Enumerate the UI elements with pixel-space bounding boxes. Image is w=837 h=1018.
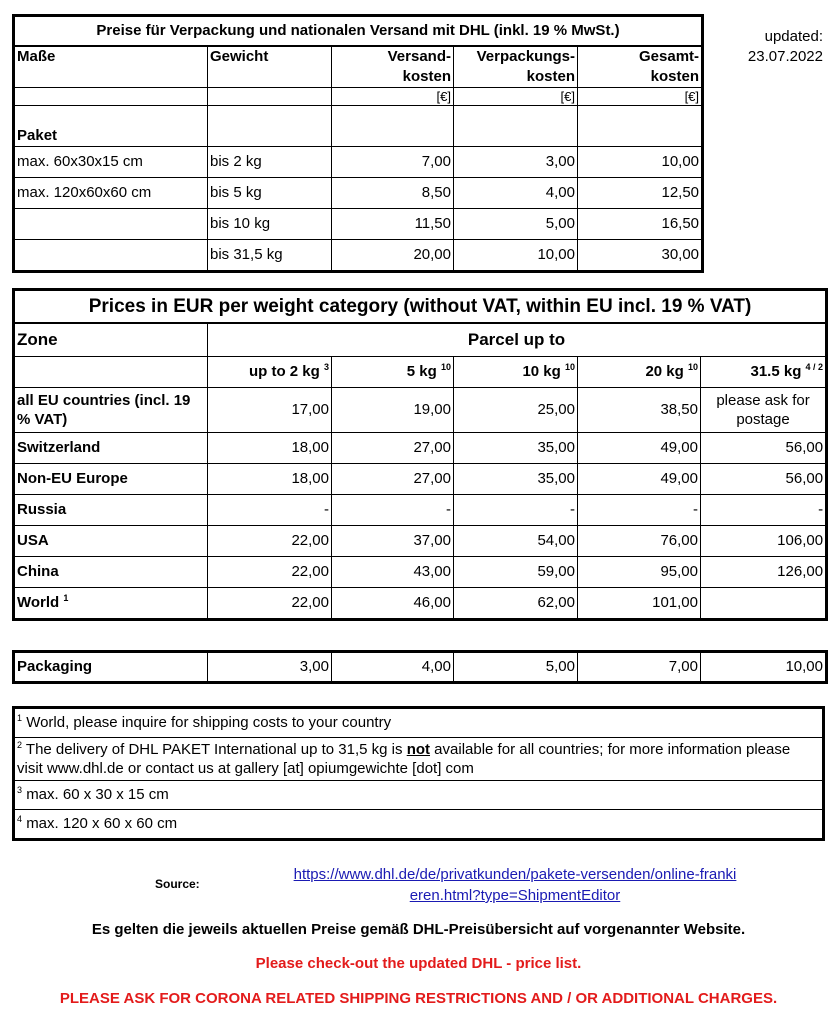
cell-packaging: 4,00 <box>454 178 578 209</box>
table-row <box>14 652 827 683</box>
price-cell: 18,00 <box>208 433 332 464</box>
cell-dimensions <box>14 209 208 240</box>
zone-cell: Russia <box>14 495 208 526</box>
header-shipping-cost: Versand- kosten <box>332 46 454 88</box>
unit-cell <box>14 88 208 106</box>
updated-label: updated: <box>764 28 823 45</box>
empty-cell <box>578 106 703 147</box>
price-cell: 35,00 <box>454 464 578 495</box>
price-cell: 76,00 <box>578 526 701 557</box>
table-row <box>14 433 827 464</box>
cell-packaging: 5,00 <box>454 209 578 240</box>
price-cell: 49,00 <box>578 464 701 495</box>
weight-header: 20 kg $^{10}$ <box>578 357 701 388</box>
price-cell: 22,00 <box>208 526 332 557</box>
cell-shipping: 7,00 <box>332 147 454 178</box>
table-row <box>14 526 827 557</box>
zone-cell: Switzerland <box>14 433 208 464</box>
price-note: Es gelten die jeweils aktuellen Preise gemäß DHL-Preisübersicht auf vorgenannter Website. <box>91 921 746 938</box>
international-prices-table <box>12 288 828 621</box>
footnote-1: $^1$ World, please inquire for shipping costs to your country <box>14 708 824 738</box>
footnote-3: $^3$ max. 60 x 30 x 15 cm <box>14 781 824 810</box>
cell-total: 12,50 <box>578 178 703 209</box>
zone-cell: Non-EU Europe <box>14 464 208 495</box>
table-row <box>14 557 827 588</box>
price-cell: 19,00 <box>332 388 454 433</box>
updated-date: 23.07.2022 <box>747 48 823 65</box>
unit-cell: [€] <box>454 88 578 106</box>
cell-total: 30,00 <box>578 240 703 272</box>
cell-total: 16,50 <box>578 209 703 240</box>
empty-cell <box>332 106 454 147</box>
price-cell: 35,00 <box>454 433 578 464</box>
cell-dimensions: max. 120x60x60 cm <box>14 178 208 209</box>
price-cell: - <box>454 495 578 526</box>
empty-cell <box>208 106 332 147</box>
unit-cell: [€] <box>578 88 703 106</box>
cell-dimensions <box>14 240 208 272</box>
price-cell: 22,00 <box>208 557 332 588</box>
cell-shipping: 8,50 <box>332 178 454 209</box>
price-cell: 3,00 <box>208 652 332 683</box>
cell-dimensions: max. 60x30x15 cm <box>14 147 208 178</box>
price-cell: 38,50 <box>578 388 701 433</box>
national-table-title: Preise für Verpackung und nationalen Versand mit DHL (inkl. 19 % MwSt.) <box>14 16 703 47</box>
price-cell: 46,00 <box>332 588 454 620</box>
price-cell: 4,00 <box>332 652 454 683</box>
empty-cell <box>14 357 208 388</box>
price-cell: 17,00 <box>208 388 332 433</box>
price-cell: 37,00 <box>332 526 454 557</box>
table-row <box>14 388 827 433</box>
price-cell: 27,00 <box>332 433 454 464</box>
table-row <box>14 147 703 178</box>
header-total-cost: Gesamt- kosten <box>578 46 703 88</box>
price-cell: 95,00 <box>578 557 701 588</box>
weight-header: up to 2 kg $^3$ <box>208 357 332 388</box>
source-link[interactable]: https://www.dhl.de/de/privatkunden/pakete-versenden/online-frankieren.html?type=ShipmentEditor <box>293 866 737 904</box>
zone-cell: World $^1$ <box>14 588 208 620</box>
price-cell: 62,00 <box>454 588 578 620</box>
price-cell: 56,00 <box>701 464 827 495</box>
cell-shipping: 11,50 <box>332 209 454 240</box>
section-label-parcel: Paket <box>14 106 208 147</box>
cell-packaging: 3,00 <box>454 147 578 178</box>
footnote-2: $^2$ The delivery of DHL PAKET International up to 31,5 kg is not available for all countries; for more information please visit www.dhl.de or contact us at gallery [at] opiumgewichte [dot] com <box>14 738 824 781</box>
header-dimensions: Maße <box>14 46 208 88</box>
cell-weight: bis 10 kg <box>208 209 332 240</box>
price-cell: - <box>701 495 827 526</box>
price-cell: 126,00 <box>701 557 827 588</box>
price-cell: 54,00 <box>454 526 578 557</box>
zone-cell: USA <box>14 526 208 557</box>
price-cell: 59,00 <box>454 557 578 588</box>
price-cell: 5,00 <box>454 652 578 683</box>
zone-header: Zone <box>14 323 208 357</box>
zone-cell: all EU countries (incl. 19 % VAT) <box>14 388 208 433</box>
price-cell: 43,00 <box>332 557 454 588</box>
cell-weight: bis 5 kg <box>208 178 332 209</box>
price-cell: 27,00 <box>332 464 454 495</box>
price-cell: 49,00 <box>578 433 701 464</box>
cell-packaging: 10,00 <box>454 240 578 272</box>
price-cell: please ask for postage <box>701 388 827 433</box>
packaging-label: Packaging <box>14 652 208 683</box>
price-cell: 56,00 <box>701 433 827 464</box>
weight-header: 5 kg $^{10}$ <box>332 357 454 388</box>
empty-cell <box>454 106 578 147</box>
price-cell: 7,00 <box>578 652 701 683</box>
updated-note <box>735 27 823 67</box>
parcel-header: Parcel up to <box>208 323 827 357</box>
price-cell: 25,00 <box>454 388 578 433</box>
unit-cell <box>208 88 332 106</box>
header-packaging-cost: Verpackungs- kosten <box>454 46 578 88</box>
national-shipping-table <box>12 14 704 273</box>
price-cell: 22,00 <box>208 588 332 620</box>
cell-shipping: 20,00 <box>332 240 454 272</box>
price-cell: - <box>332 495 454 526</box>
price-cell: 106,00 <box>701 526 827 557</box>
price-cell: - <box>578 495 701 526</box>
packaging-table <box>12 650 828 684</box>
table-row <box>14 240 703 272</box>
update-note: Please check-out the updated DHL - price list. <box>255 955 582 972</box>
cell-total: 10,00 <box>578 147 703 178</box>
table-row <box>14 209 703 240</box>
table-row <box>14 464 827 495</box>
table-row <box>14 588 827 620</box>
weight-header: 10 kg $^{10}$ <box>454 357 578 388</box>
table-row <box>14 495 827 526</box>
price-cell: - <box>208 495 332 526</box>
cell-weight: bis 2 kg <box>208 147 332 178</box>
footnote-4: $^4$ max. 120 x 60 x 60 cm <box>14 810 824 840</box>
footnotes-table <box>12 706 825 841</box>
price-cell <box>701 588 827 620</box>
international-table-title: Prices in EUR per weight category (without VAT, within EU incl. 19 % VAT) <box>14 290 827 324</box>
cell-weight: bis 31,5 kg <box>208 240 332 272</box>
header-weight: Gewicht <box>208 46 332 88</box>
price-cell: 101,00 <box>578 588 701 620</box>
unit-cell: [€] <box>332 88 454 106</box>
source-label: Source: <box>155 877 200 891</box>
price-cell: 10,00 <box>701 652 827 683</box>
table-row <box>14 178 703 209</box>
price-cell: 18,00 <box>208 464 332 495</box>
corona-note: PLEASE ASK FOR CORONA RELATED SHIPPING RESTRICTIONS AND / OR ADDITIONAL CHARGES. <box>59 990 778 1007</box>
zone-cell: China <box>14 557 208 588</box>
weight-header: 31.5 kg $^{4 / 2}$ <box>701 357 827 388</box>
